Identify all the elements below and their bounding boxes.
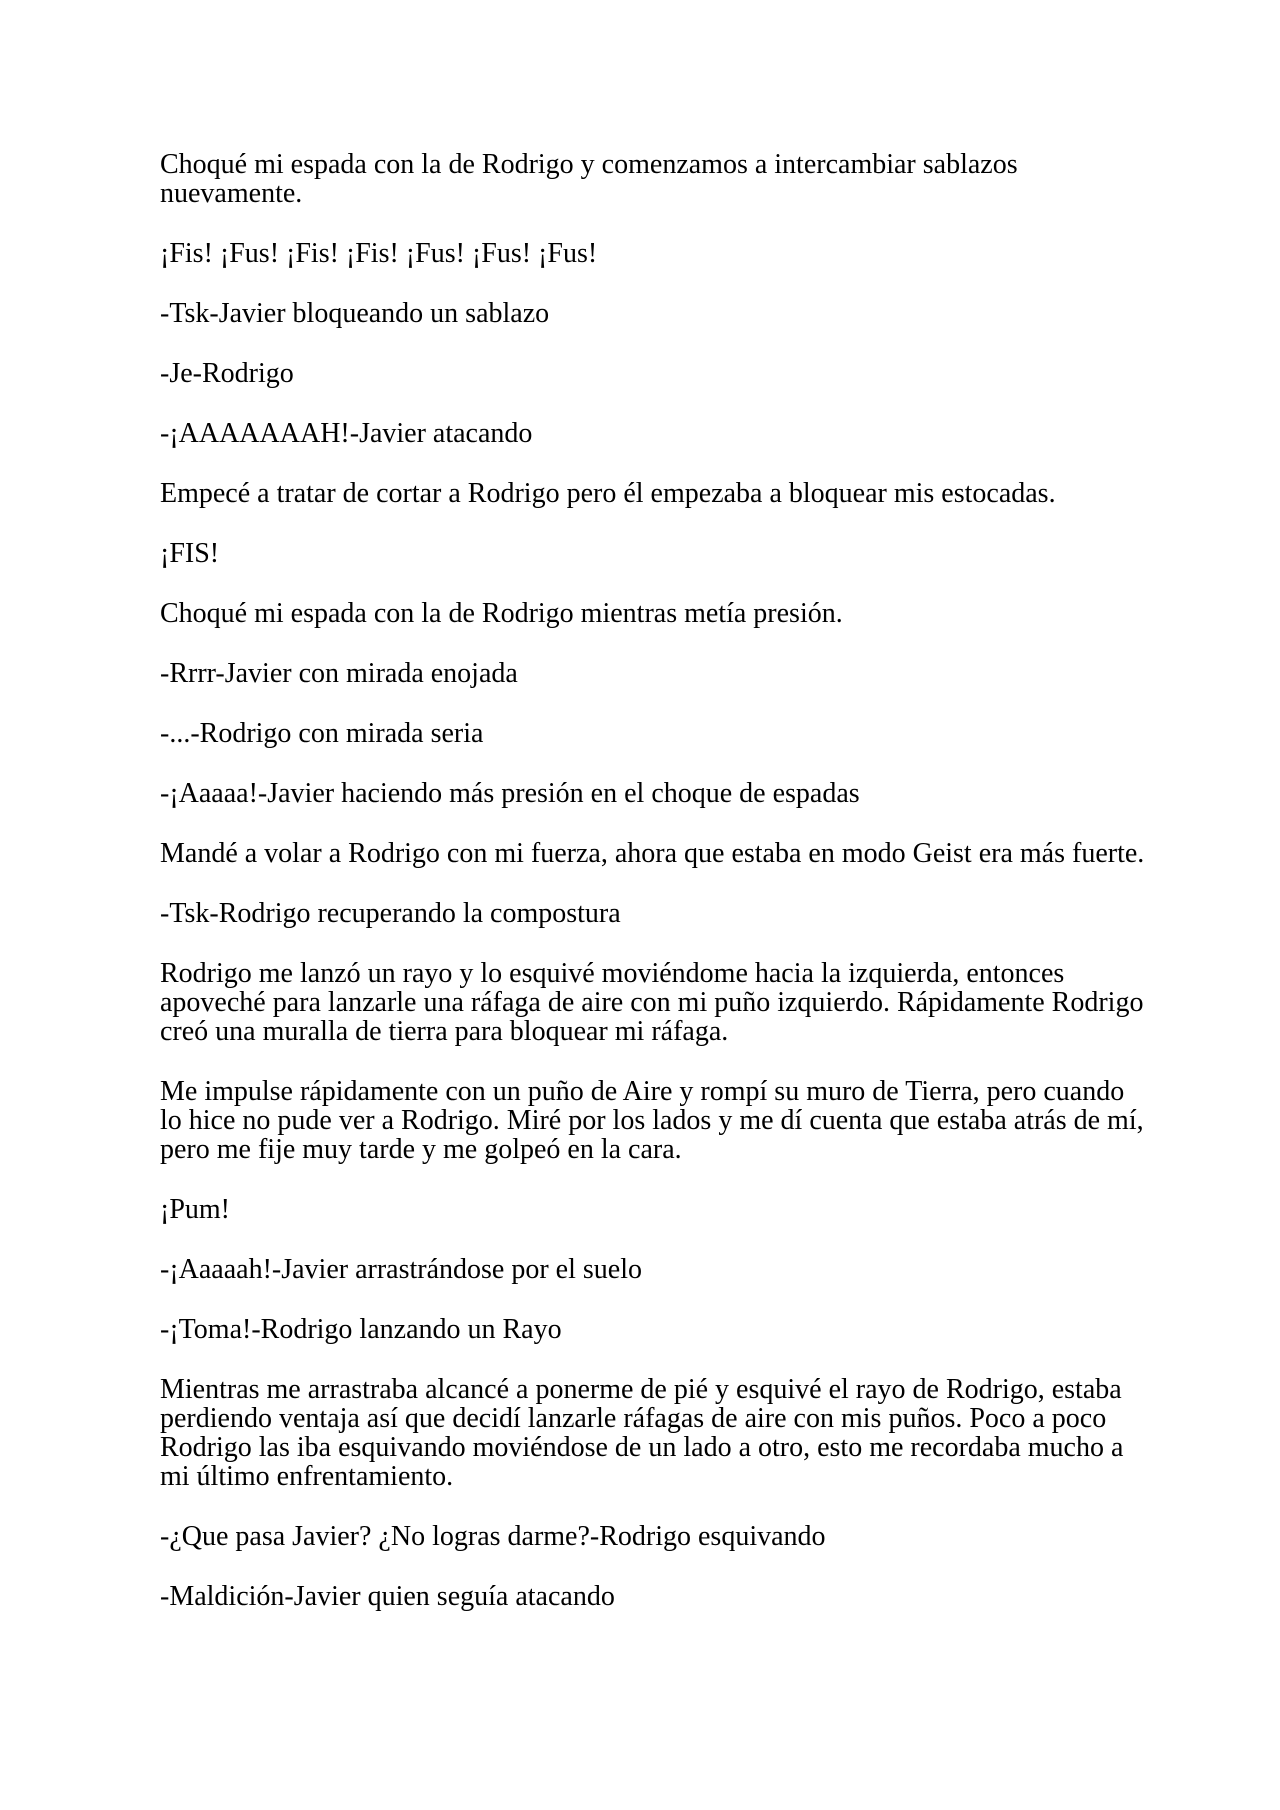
text-line: Choqué mi espada con la de Rodrigo y comenzamos a intercambiar sablazos — [160, 149, 1018, 180]
text-line: -Tsk-Rodrigo recuperando la compostura — [160, 898, 621, 929]
text-line: -¡Aaaaah!-Javier arrastrándose por el suelo — [160, 1254, 642, 1285]
text-line: perdiendo ventaja así que decidí lanzarle ráfagas de aire con mis puños. Poco a poco — [160, 1403, 1107, 1434]
text-line: -Rrrr-Javier con mirada enojada — [160, 658, 518, 689]
text-line: -Tsk-Javier bloqueando un sablazo — [160, 298, 550, 329]
paragraph — [160, 150, 1180, 208]
paragraph — [160, 1582, 1180, 1611]
paragraph — [160, 719, 1180, 748]
text-line: -¡Toma!-Rodrigo lanzando un Rayo — [160, 1314, 562, 1345]
text-line: Rodrigo las iba esquivando moviéndose de un lado a otro, esto me recordaba mucho a — [160, 1432, 1124, 1463]
paragraph — [160, 239, 1180, 268]
paragraph — [160, 659, 1180, 688]
text-line: -Je-Rodrigo — [160, 358, 294, 389]
paragraph — [160, 359, 1180, 388]
paragraph — [160, 1522, 1180, 1551]
paragraph — [160, 599, 1180, 628]
text-line: Mandé a volar a Rodrigo con mi fuerza, ahora que estaba en modo Geist era más fuerte. — [160, 838, 1145, 869]
paragraph — [160, 1077, 1180, 1164]
paragraph — [160, 419, 1180, 448]
text-line: apoveché para lanzarle una ráfaga de aire con mi puño izquierdo. Rápidamente Rodrigo — [160, 987, 1144, 1018]
text-line: Mientras me arrastraba alcancé a ponerme de pié y esquivé el rayo de Rodrigo, estaba — [160, 1374, 1122, 1405]
paragraph — [160, 1375, 1180, 1491]
text-line: ¡Fis! ¡Fus! ¡Fis! ¡Fis! ¡Fus! ¡Fus! ¡Fus! — [160, 238, 598, 269]
paragraph — [160, 839, 1180, 868]
paragraph — [160, 1255, 1180, 1284]
text-line: ¡Pum! — [160, 1194, 230, 1225]
paragraph — [160, 479, 1180, 508]
paragraph — [160, 899, 1180, 928]
text-line: -...-Rodrigo con mirada seria — [160, 718, 484, 749]
text-line: Me impulse rápidamente con un puño de Aire y rompí su muro de Tierra, pero cuando — [160, 1076, 1125, 1107]
paragraph — [160, 299, 1180, 328]
text-line: pero me fije muy tarde y me golpeó en la cara. — [160, 1134, 682, 1165]
paragraph — [160, 539, 1180, 568]
text-line: -¿Que pasa Javier? ¿No logras darme?-Rodrigo esquivando — [160, 1521, 826, 1552]
text-line: -Maldición-Javier quien seguía atacando — [160, 1581, 615, 1612]
text-line: lo hice no pude ver a Rodrigo. Miré por los lados y me dí cuenta que estaba atrás de mí, — [160, 1105, 1144, 1136]
paragraph — [160, 959, 1180, 1046]
text-line: Choqué mi espada con la de Rodrigo mientras metía presión. — [160, 598, 843, 629]
text-line: mi último enfrentamiento. — [160, 1461, 454, 1492]
text-line: Rodrigo me lanzó un rayo y lo esquivé moviéndome hacia la izquierda, entonces — [160, 958, 1065, 989]
text-line: Empecé a tratar de cortar a Rodrigo pero él empezaba a bloquear mis estocadas. — [160, 478, 1056, 509]
paragraph — [160, 1195, 1180, 1224]
text-line: ¡FIS! — [160, 538, 220, 569]
text-line: nuevamente. — [160, 178, 303, 209]
paragraph — [160, 1315, 1180, 1344]
text-line: creó una muralla de tierra para bloquear mi ráfaga. — [160, 1016, 729, 1047]
text-line: -¡AAAAAAAH!-Javier atacando — [160, 418, 533, 449]
paragraph — [160, 779, 1180, 808]
text-line: -¡Aaaaa!-Javier haciendo más presión en el choque de espadas — [160, 778, 860, 809]
